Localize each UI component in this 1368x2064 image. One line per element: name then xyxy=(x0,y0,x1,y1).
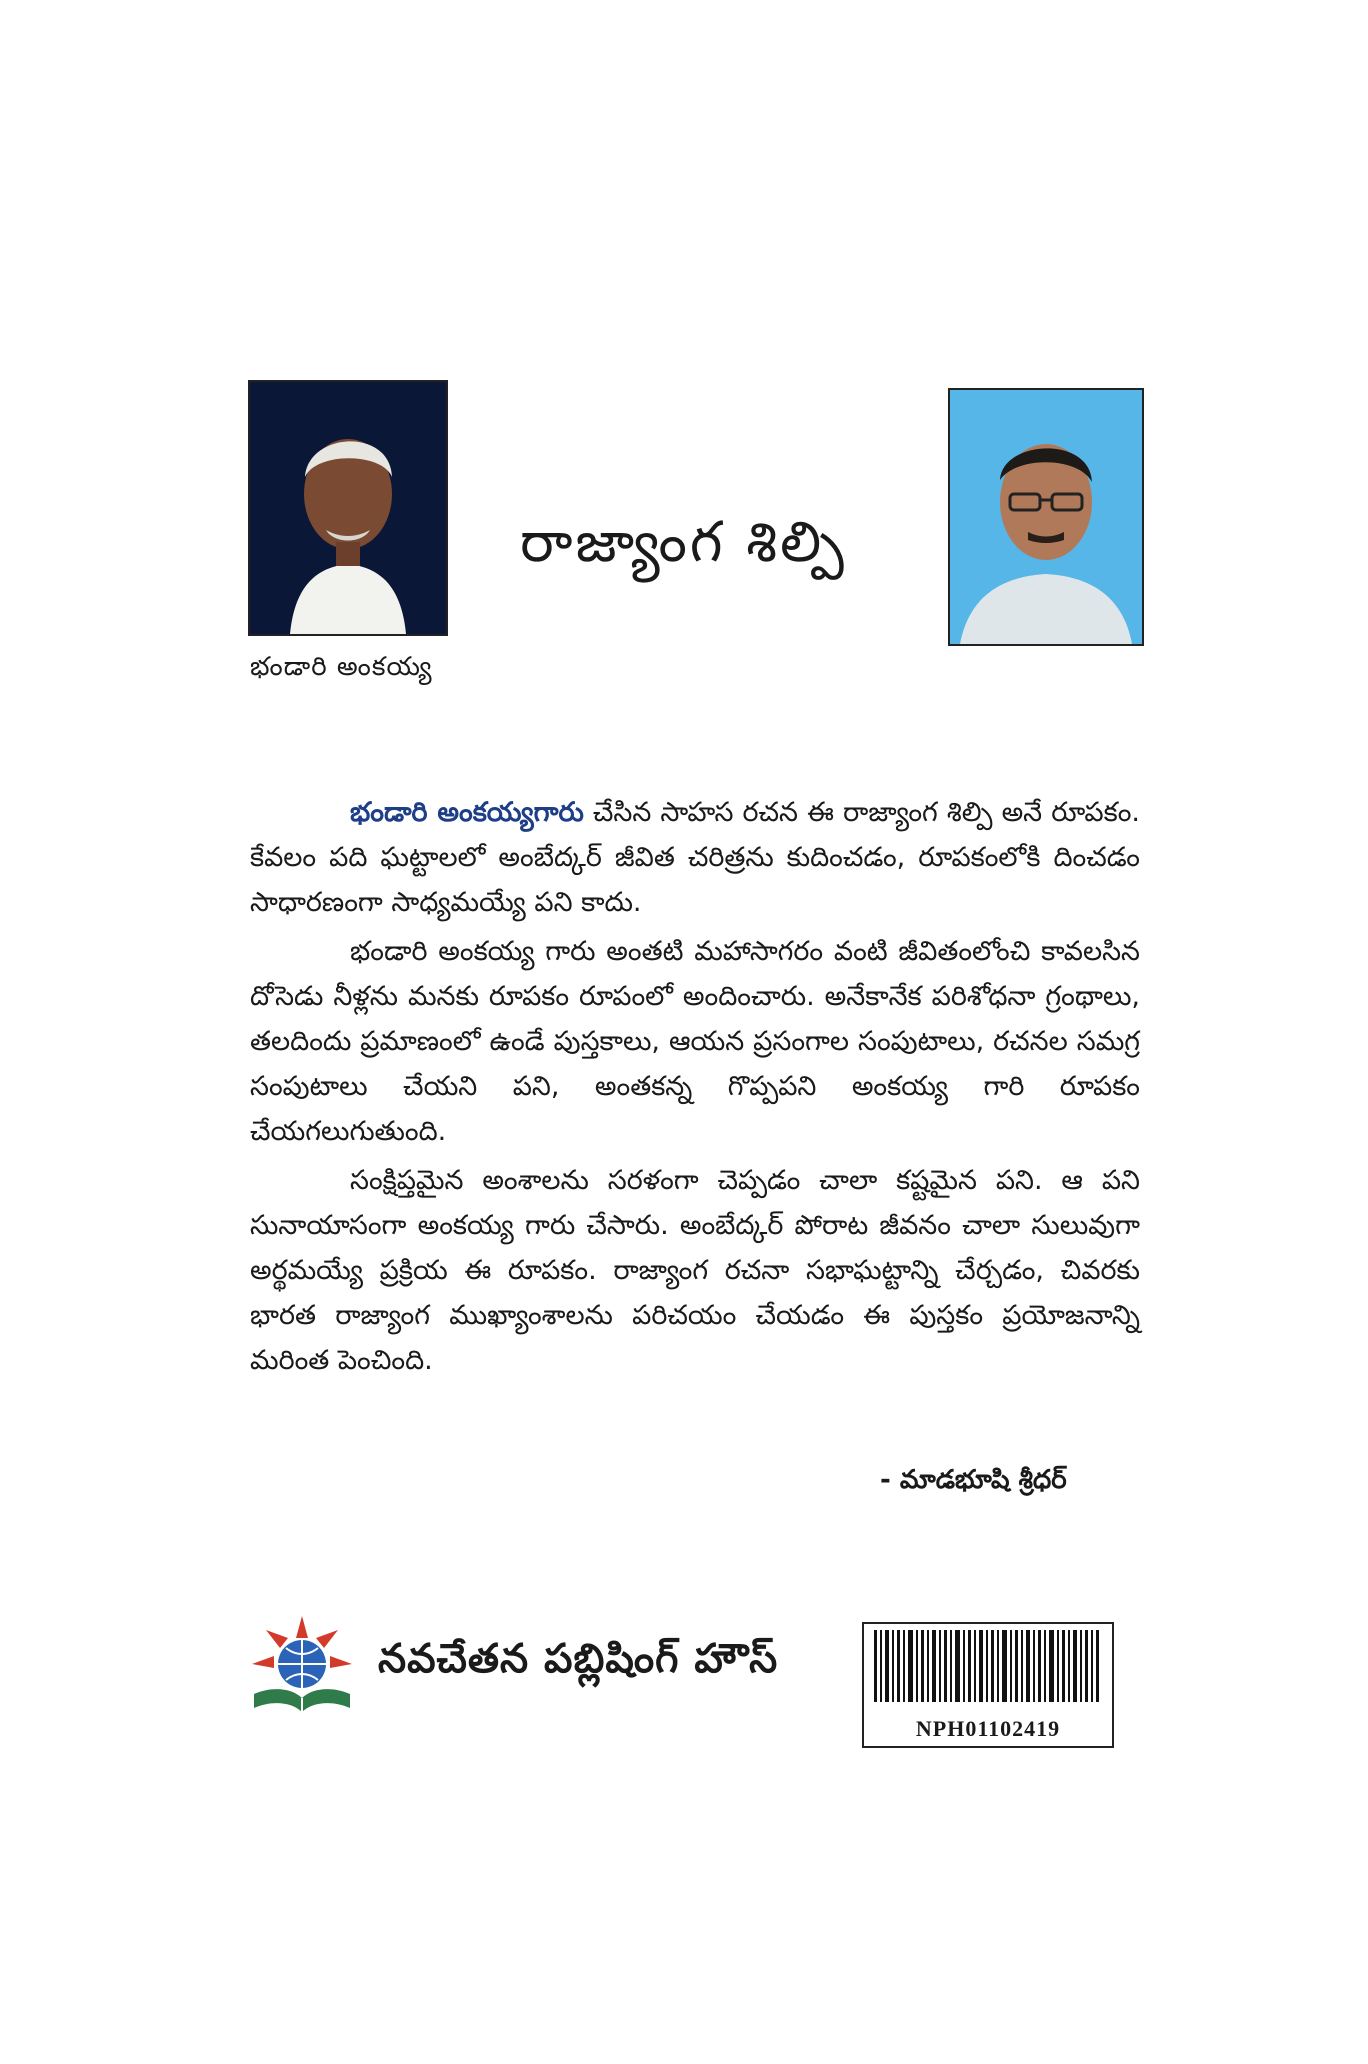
photo-caption-left: భండారి అంకయ్య xyxy=(250,652,433,682)
paragraph-2: భండారి అంకయ్య గారు అంతటి మహాసాగరం వంటి జీవితంలోంచి కావలసిన దోసెడు నీళ్లను మనకు రూపకం రూపంలో అందించారు. అనేకానేక పరిశోధనా గ్రంథాలు, తలదిందు ప్రమాణంలో ఉండే పుస్తకాలు, ఆయన ప్రసంగాల సంపుటాలు, రచనల సమగ్ర సంపుటాలు చేయని పని, అంతకన్న గొప్పపని అంకయ్య గారి రూపకం చేయగలుగుతుంది. xyxy=(250,936,1140,1147)
paragraph-1-text: చేసిన సాహస రచన ఈ రాజ్యాంగ శిల్పి అనే రూపకం. కేవలం పది ఘట్టాలలో అంబేద్కర్ జీవిత చరిత్రను కుదించడం, రూపకంలోకి దించడం సాధారణంగా సాధ్యమయ్యే పని కాదు. xyxy=(250,797,1140,918)
portrait-man-glasses xyxy=(950,390,1142,644)
paragraph-1 xyxy=(250,790,1140,925)
paragraph-3: సంక్షిప్తమైన అంశాలను సరళంగా చెప్పడం చాలా కష్టమైన పని. ఆ పని సునాయాసంగా అంకయ్య గారు చేసారు. అంబేద్కర్ పోరాట జీవనం చాలా సులువుగా అర్థమయ్యే ప్రక్రియ ఈ రూపకం. రాజ్యాంగ రచనా సభాఘట్టాన్ని చేర్చడం, చివరకు భారత రాజ్యాంగ ముఖ్యాంశాలను పరిచయం చేయడం ఈ పుస్తకం ప్రయోజనాన్ని మరింత పెంచింది. xyxy=(250,1165,1140,1376)
sun-globe-book-icon xyxy=(242,1608,362,1720)
book-title: రాజ్యాంగ శిల్పి xyxy=(520,510,847,575)
barcode-number: NPH01102419 xyxy=(915,1716,1061,1741)
author-name-highlight: భండారి అంకయ్యగారు xyxy=(350,797,584,828)
signature: - మాడభూషి శ్రీధర్ xyxy=(880,1465,1067,1495)
publisher-logo xyxy=(242,1608,362,1720)
author-photo-left xyxy=(248,380,448,636)
blurb-text xyxy=(250,790,1140,1387)
portrait-elderly-man xyxy=(250,382,446,634)
publisher-name: నవచేతన పబ్లిషింగ్ హౌస్ xyxy=(378,1636,779,1682)
author-photo-right xyxy=(948,388,1144,646)
barcode-bars xyxy=(864,1624,1108,1708)
barcode xyxy=(862,1622,1114,1748)
